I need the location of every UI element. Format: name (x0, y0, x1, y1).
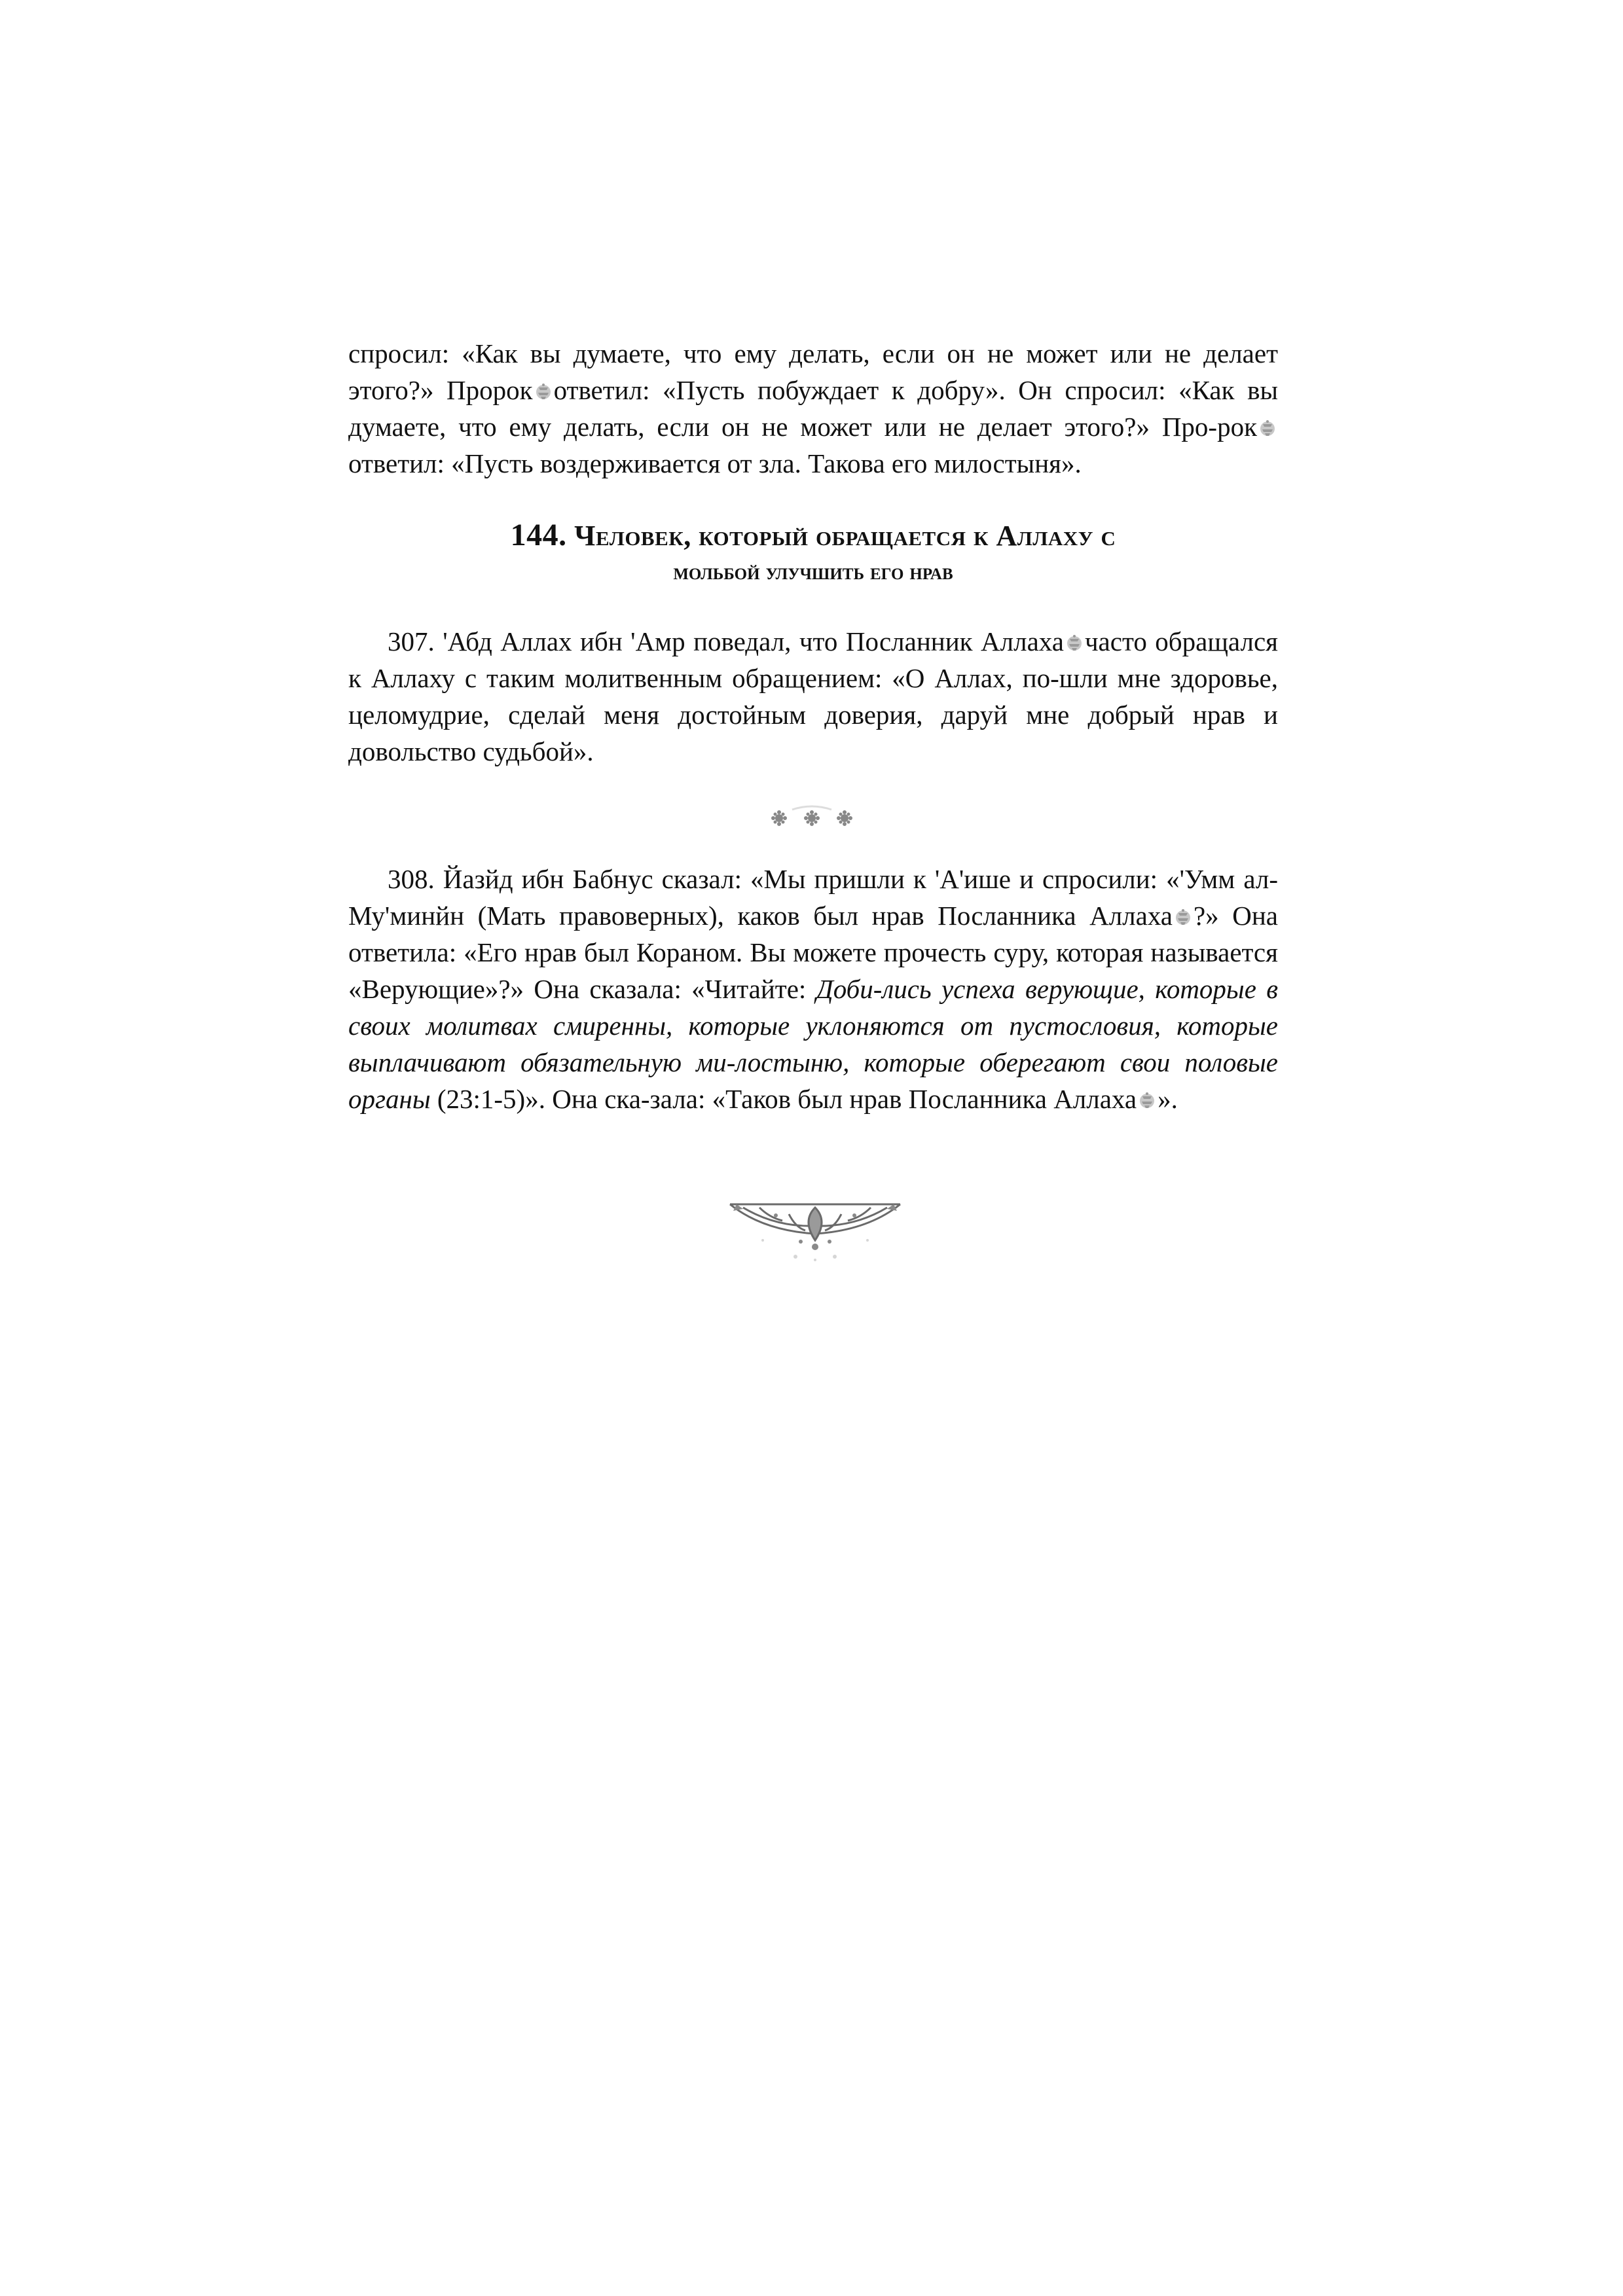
intro-paragraph (348, 335, 1278, 482)
intro-text-2: ответил: «Пусть побуждает к добру». Он спросил: «Как вы думаете, что ему делать, если он не может или не делает этого?» Про-рок (348, 375, 1278, 442)
hadith-308-text-2: ?» Она ответила: «Его нрав был Кораном. Вы можете прочесть суру, которая называется «Верующие»?» Она сказала: «Читайте: (348, 901, 1278, 1004)
hadith-307-text-2: часто обращался к Аллаху с таким молитвенным обращением: «О Аллах, по-шли мне здоровье, целомудрие, сделай меня достойным доверия, даруй мне добрый нрав и довольство судьбой». (348, 626, 1278, 766)
quran-quote: Доби-лись успеха верующие, которые в своих молитвах смиренны, которые уклоняются от пустословия, которые выплачивают обязательную ми-лостыню, которые оберегают свои половые органы (348, 974, 1278, 1114)
hadith-307-text-1: 307. 'Абд Аллах ибн 'Амр поведал, что Посланник Аллаха (388, 626, 1064, 656)
salawat-icon (1065, 632, 1084, 655)
salawat-icon (1137, 1090, 1157, 1112)
chapter-heading (348, 517, 1278, 588)
floral-ornament-icon (723, 1194, 907, 1266)
hadith-308 (348, 861, 1278, 1117)
hadith-308-ref: (23:1-5)». Она ска-зала: «Таков был нрав Посланника Аллаха (430, 1084, 1137, 1114)
hadith-307 (348, 623, 1278, 770)
intro-text-3: ответил: «Пусть воздерживается от зла. Такова его милостыня». (348, 448, 1082, 478)
chapter-title-line2: мольбой улучшить его нрав (673, 558, 953, 584)
hadith-308-end: ». (1158, 1084, 1178, 1114)
salawat-icon (534, 381, 553, 403)
intro-text-1: спросил: «Как вы думаете, что ему делать, если он не может или не делает этого?» Пророк (348, 338, 1278, 405)
chapter-title-line1: Человек, который обращается к Аллаху с (574, 520, 1116, 552)
salawat-icon (1258, 418, 1277, 440)
hadith-308-text-1: 308. Йазйд ибн Бабнус сказал: «Мы пришли к 'А'ише и спросили: «'Умм ал-Му'минйн (Мать правоверных), каков был нрав Посланника Аллаха (348, 864, 1278, 931)
three-star-divider-icon (746, 802, 877, 834)
chapter-number: 144. (510, 518, 567, 552)
salawat-icon (1173, 906, 1193, 929)
